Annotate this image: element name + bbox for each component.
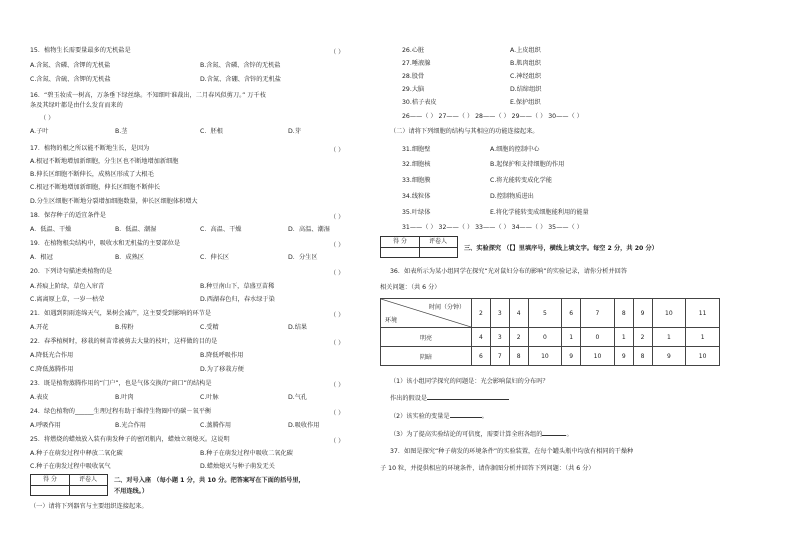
option: B.传粉 xyxy=(115,324,134,331)
table-cell: 1 xyxy=(614,328,633,347)
env-label: 环境 xyxy=(385,317,398,324)
organ-item: 28.股骨 xyxy=(402,73,425,80)
option: A.子叶 xyxy=(30,128,49,135)
answer-paren: （ ） xyxy=(330,214,345,221)
option: B.种子在萌发过程中吸收二氧化碳 xyxy=(200,450,293,457)
subsection-1: （一）请将下列器官与主要组织连接起来。 xyxy=(30,503,148,510)
option: D.西湖春色归，春水绿于染 xyxy=(200,296,275,303)
table-cell: 6 xyxy=(472,347,491,366)
variable-label: （2）该实验的变量是 xyxy=(390,413,450,420)
table-header-corner xyxy=(381,299,472,328)
tissue-item: C.神经组织 xyxy=(510,73,542,80)
table-cell: 9 xyxy=(562,347,581,366)
option: C.根冠不断地增加新细胞，伸长区细胞不断伸长 xyxy=(30,184,161,191)
time-header: 7 xyxy=(581,299,615,328)
answer-paren: （ ） xyxy=(330,340,345,347)
cell-structure: 33.细胞膜 xyxy=(402,177,431,184)
row-label: 阴暗 xyxy=(381,347,472,366)
option: B.降低呼吸作用 xyxy=(200,352,244,359)
table-cell: 7 xyxy=(490,347,509,366)
table-cell: 8 xyxy=(509,347,528,366)
grader-label: 评卷人 xyxy=(419,237,457,248)
organ-item: 26.心脏 xyxy=(402,47,425,54)
time-header: 6 xyxy=(562,299,581,328)
option: D．分生区 xyxy=(288,254,318,261)
question-19: 19．在植物根尖结构中，吸收水和无机盐的主要部位是 xyxy=(30,240,181,247)
question-36-3: （3）为了提高实验结论的可信度，需要计算全班各组的 。 xyxy=(390,431,573,438)
question-18: 18．保存种子的适宜条件是 xyxy=(30,212,106,219)
option: C.种子在萌发过程中吸收氧气 xyxy=(30,463,111,470)
score-box xyxy=(30,474,108,496)
option: D.为了移栽方便 xyxy=(200,366,244,373)
question-36-1: （1）该小组同学探究的问题是：光会影响鼠妇的分布吗？ xyxy=(390,378,549,385)
table-cell: 1 xyxy=(652,328,686,347)
table-cell: 4 xyxy=(472,328,491,347)
experiment-table xyxy=(380,298,720,366)
option: A.表皮 xyxy=(30,394,49,401)
option: A.开花 xyxy=(30,324,49,331)
answer-paren: （ ） xyxy=(330,270,345,277)
hypothesis-blank xyxy=(427,399,509,400)
option: C.降低蒸腾作用 xyxy=(30,366,74,373)
option: A.呼吸作用 xyxy=(30,422,61,429)
option: A.含氮、含磷、含钾的无机盐 xyxy=(30,62,111,69)
question-37: 37．如图是探究“种子萌发的环境条件”的实验装置，在每个罐头瓶中均放有相同的干燥种 xyxy=(390,448,634,455)
question-21: 21．如遇到阴雨连绵天气，果树会减产，这主要受到影响的环节是 xyxy=(30,310,212,317)
option: B．低温、潮湿 xyxy=(115,226,157,233)
option: D.吸收作用 xyxy=(288,422,320,429)
table-cell: 10 xyxy=(581,347,615,366)
option: D.结果 xyxy=(288,324,308,331)
variable-blank xyxy=(450,417,482,418)
option: B.种豆南山下，草盛豆苗稀 xyxy=(200,283,275,290)
answer-paren: （ ） xyxy=(330,49,345,56)
section-3-title: 三、实验探究 （【】里填序号，横线上填文字。每空 2 分，共 20 分） xyxy=(464,245,658,252)
option: B.茎 xyxy=(115,128,128,135)
time-header: 3 xyxy=(490,299,509,328)
option: A．根冠 xyxy=(30,254,53,261)
time-header: 4 xyxy=(509,299,528,328)
answer-paren: （ ） xyxy=(330,382,345,389)
cell-function: D.控制物质进出 xyxy=(490,193,534,200)
time-label: 时间（分钟） xyxy=(428,304,465,311)
table-cell: 3 xyxy=(490,328,509,347)
question-36-2: （2）该实验的变量是 。 xyxy=(390,413,488,420)
answer-row-2: 31——（ ） 32——（ ） 33——（ ） 34——（ ） 35——（ ） xyxy=(402,224,583,231)
tissue-item: B.肌肉组织 xyxy=(510,60,541,67)
option: B.叶肉 xyxy=(115,394,134,401)
question-16-cont: 条及其绿叶都是由什么发育而来的 xyxy=(30,102,123,109)
option: A.苔痕上阶绿，草色入帘青 xyxy=(30,283,105,290)
question-24: 24．绿色植物的______生理过程有助于维持生物圈中的碳－氧平衡 xyxy=(30,408,212,415)
question-17: 17．植物的根之所以能不断地生长，是因为 xyxy=(30,145,150,152)
question-16: 16．“碧玉妆成一树高，万条垂下绿丝绦。不知细叶谁裁出，二月春风似剪刀。” 万千枝 xyxy=(30,92,266,99)
option: C．胚根 xyxy=(200,128,223,135)
table-cell: 1 xyxy=(686,328,720,347)
time-header: 5 xyxy=(528,299,562,328)
question-23: 23．既是植物蒸腾作用的“门户”，也是气体交换的“窗口”的结构是 xyxy=(30,380,212,387)
answer-paren: （ ） xyxy=(330,410,345,417)
cell-structure: 32.细胞核 xyxy=(402,161,431,168)
table-cell: 0 xyxy=(528,328,562,347)
option: B.伸长区细胞不断伸长，成熟区形成了大根毛 xyxy=(30,171,154,178)
cell-structure: 31.细胞壁 xyxy=(402,146,431,153)
table-cell: 10 xyxy=(686,347,720,366)
subsection-2: （二）请将下列细胞的结构与其相应的功能连接起来。 xyxy=(390,128,539,135)
option: C.叶脉 xyxy=(200,394,219,401)
section-2-title: 二、对号入座 （每小题 1 分，共 10 分。把答案写在下面的括号里， xyxy=(114,477,305,484)
cell-function: E.将化学能转变成细胞能利用的能量 xyxy=(490,209,589,216)
time-header: 2 xyxy=(472,299,491,328)
option: B．成熟区 xyxy=(115,254,144,261)
question-36-cont: 相关问题：（共 6 分） xyxy=(380,284,441,291)
option: D.芽 xyxy=(288,128,301,135)
time-header: 10 xyxy=(652,299,686,328)
question-25: 25．将燃烧的蜡烛放入装有萌发种子的密闭瓶内，蜡烛立刻熄灭。这说明 xyxy=(30,436,230,443)
tissue-item: A.上皮组织 xyxy=(510,47,541,54)
cell-function: A.细胞的控制中心 xyxy=(490,146,540,153)
question-36-1-hypothesis xyxy=(390,395,509,403)
grader-label: 评卷人 xyxy=(69,475,107,486)
option: D.蜡烛熄灭与种子萌发无关 xyxy=(200,463,275,470)
option: C．高温、干燥 xyxy=(200,226,242,233)
option: A.种子在萌发过程中释放二氧化碳 xyxy=(30,450,123,457)
question-15: 15．植物生长需要量最多的无机盐是 xyxy=(30,47,131,54)
table-cell: 0 xyxy=(581,328,615,347)
table-cell: 8 xyxy=(633,347,652,366)
average-label: （3）为了提高实验结论的可信度，需要计算全班各组的 xyxy=(390,431,543,438)
table-cell: 2 xyxy=(509,328,528,347)
option: A.降低光合作用 xyxy=(30,352,74,359)
table-cell: 10 xyxy=(528,347,562,366)
score-box xyxy=(380,236,458,258)
answer-row-1: 26——（ ） 27——（ ） 28——（ ） 29——（ ） 30——（ ） xyxy=(402,113,583,120)
answer-paren: （ ） xyxy=(330,242,345,249)
score-label: 得 分 xyxy=(31,475,70,486)
cell-structure: 35.叶绿体 xyxy=(402,209,431,216)
option: C.蒸腾作用 xyxy=(200,422,232,429)
tissue-item: E.保护组织 xyxy=(510,99,541,106)
option: C．伸长区 xyxy=(200,254,230,261)
option: C.含氮、含硫、含钾的无机盐 xyxy=(30,76,111,83)
table-row xyxy=(381,347,720,366)
time-header: 11 xyxy=(686,299,720,328)
answer-paren: （ ） xyxy=(40,115,55,122)
section-2-title-cont: 不用连线。） xyxy=(114,488,149,495)
average-blank xyxy=(542,435,566,436)
option: D.分生区细胞不断地分裂增加细胞数量，伸长区细胞体积增大 xyxy=(30,198,198,205)
table-cell: 2 xyxy=(633,328,652,347)
cell-function: B.起保护和支持细胞的作用 xyxy=(490,161,565,168)
option: A.根冠不断地增加新细胞，分生区也不断地增加新细胞 xyxy=(30,158,179,165)
answer-paren: （ ） xyxy=(330,312,345,319)
row-label: 明亮 xyxy=(381,328,472,347)
table-cell: 9 xyxy=(652,347,686,366)
organ-item: 27.唾液腺 xyxy=(402,60,431,67)
question-20: 20．下列诗句描述类植物的是 xyxy=(30,268,113,275)
question-22: 22．春季植树时，移栽的树苗常被剪去大量的枝叶，这样做的目的是 xyxy=(30,338,218,345)
cell-function: C.将光能转变成化学能 xyxy=(490,177,552,184)
option: D.气孔 xyxy=(288,394,308,401)
option: D.含氮、含硼、含锌的无机盐 xyxy=(200,76,281,83)
score-label: 得 分 xyxy=(381,237,420,248)
option: C.离离原上草，一岁一枯荣 xyxy=(30,296,105,303)
table-cell: 1 xyxy=(562,328,581,347)
table-row xyxy=(381,328,720,347)
organ-item: 29.大脑 xyxy=(402,86,425,93)
organ-item: 30.桔子表皮 xyxy=(402,99,437,106)
table-cell: 9 xyxy=(614,347,633,366)
question-36: 36．如表所示为某小组同学在探究“光对鼠妇分布的影响”的实验记录，请你分析并回答 xyxy=(390,268,628,275)
cell-structure: 34.线粒体 xyxy=(402,193,431,200)
option: D．高温、潮湿 xyxy=(288,226,330,233)
answer-paren: （ ） xyxy=(330,438,345,445)
option: C.受精 xyxy=(200,324,219,331)
option: B.光合作用 xyxy=(115,422,146,429)
hypothesis-label: 作出的假设是 xyxy=(390,395,428,402)
question-37-cont: 子 10 粒，并提供相应的环境条件，请你据图分析并回答下列问题：（共 6 分） xyxy=(380,465,595,472)
option: B.含氮、含磷、含锌的无机盐 xyxy=(200,62,281,69)
time-header: 9 xyxy=(633,299,652,328)
time-header: 8 xyxy=(614,299,633,328)
option: A．低温、干燥 xyxy=(30,226,72,233)
answer-paren: （ ） xyxy=(330,147,345,154)
tissue-item: D.结缔组织 xyxy=(510,86,542,93)
